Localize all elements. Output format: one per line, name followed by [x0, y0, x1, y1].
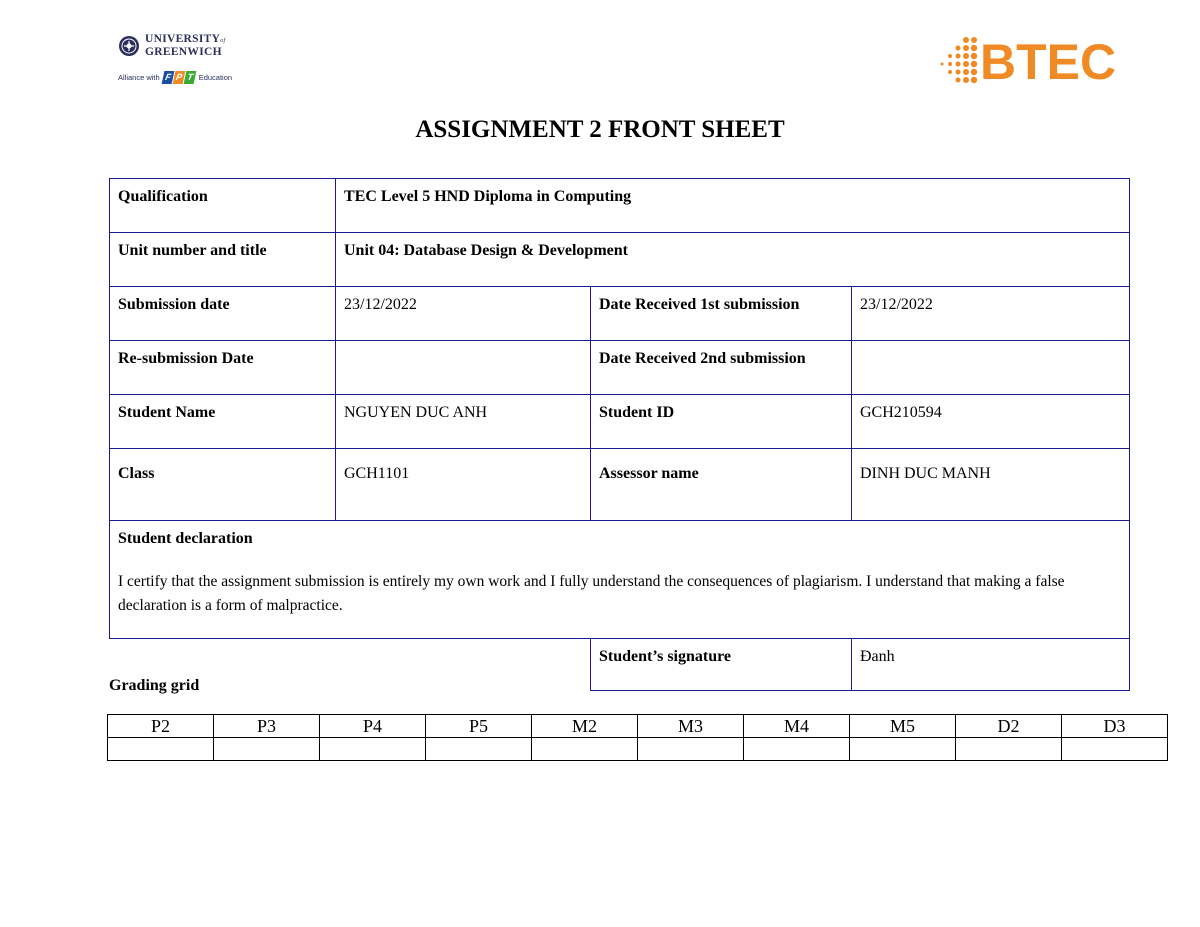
fpt-letter-t: T: [183, 71, 196, 84]
class-value: GCH1101: [336, 449, 591, 521]
grade-value-p3: [214, 738, 320, 761]
student-id-value: GCH210594: [852, 395, 1130, 449]
grade-header-m2: M2: [532, 715, 638, 738]
grading-value-row: [108, 738, 1168, 761]
education-text: Education: [198, 73, 233, 82]
qualification-label: Qualification: [110, 179, 336, 233]
university-greenwich-logo: [118, 34, 258, 96]
alliance-text: Alliance with: [118, 73, 160, 82]
fpt-letter-p: P: [172, 71, 185, 84]
resubmission-row: [110, 341, 1130, 395]
grade-header-p5: P5: [426, 715, 532, 738]
front-sheet-table: [109, 178, 1130, 691]
qualification-row: [110, 179, 1130, 233]
grade-value-p4: [320, 738, 426, 761]
qualification-value: TEC Level 5 HND Diploma in Computing: [336, 179, 1130, 233]
grade-header-p4: P4: [320, 715, 426, 738]
grade-value-p2: [108, 738, 214, 761]
unit-row: [110, 233, 1130, 287]
grade-header-m4: M4: [744, 715, 850, 738]
grade-header-m5: M5: [850, 715, 956, 738]
assessor-label: Assessor name: [591, 449, 852, 521]
grade-header-p3: P3: [214, 715, 320, 738]
declaration-title: Student declaration: [118, 530, 253, 547]
submission-date-label: Submission date: [110, 287, 336, 341]
student-name-value: NGUYEN DUC ANH: [336, 395, 591, 449]
class-label: Class: [110, 449, 336, 521]
grade-header-p2: P2: [108, 715, 214, 738]
grade-header-m3: M3: [638, 715, 744, 738]
unit-value: Unit 04: Database Design & Development: [336, 233, 1130, 287]
assessor-value: DINH DUC MANH: [852, 449, 1130, 521]
student-row: [110, 395, 1130, 449]
grade-value-d3: [1062, 738, 1168, 761]
declaration-cell: [110, 521, 1130, 639]
received-1st-label: Date Received 1st submission: [591, 287, 852, 341]
class-row: [110, 449, 1130, 521]
unit-label: Unit number and title: [110, 233, 336, 287]
grade-value-p5: [426, 738, 532, 761]
grade-header-d3: D3: [1062, 715, 1168, 738]
received-1st-value: 23/12/2022: [852, 287, 1130, 341]
page-title: ASSIGNMENT 2 FRONT SHEET: [415, 116, 785, 143]
btec-dots-icon: [936, 34, 980, 90]
logo-of-text: of: [220, 38, 226, 44]
resubmission-label: Re-submission Date: [110, 341, 336, 395]
submission-date-value: 23/12/2022: [336, 287, 591, 341]
student-id-label: Student ID: [591, 395, 852, 449]
grade-value-m4: [744, 738, 850, 761]
fpt-letter-f: F: [161, 71, 174, 84]
grading-grid-label: Grading grid: [109, 677, 200, 694]
signature-value: Đanh: [852, 639, 1130, 691]
grading-grid-table: [107, 714, 1168, 761]
grade-value-m5: [850, 738, 956, 761]
grading-header-row: [108, 715, 1168, 738]
resubmission-value: [336, 341, 591, 395]
grade-header-d2: D2: [956, 715, 1062, 738]
logo-greenwich-text: GREENWICH: [145, 46, 222, 58]
university-crest-icon: [118, 35, 140, 57]
grade-value-m3: [638, 738, 744, 761]
grade-value-m2: [532, 738, 638, 761]
signature-row: [110, 639, 1130, 691]
btec-logo-text: BTEC: [980, 34, 1117, 90]
student-name-label: Student Name: [110, 395, 336, 449]
declaration-text: I certify that the assignment submission is entirely my own work and I fully understand the consequences of plagiarism. I understand that making a false declaration is a form of malpractice.: [118, 573, 1065, 614]
submission-row: [110, 287, 1130, 341]
received-2nd-value: [852, 341, 1130, 395]
logo-university-text: UNIVERSITY: [145, 33, 221, 45]
declaration-row: [110, 521, 1130, 639]
received-2nd-label: Date Received 2nd submission: [591, 341, 852, 395]
fpt-logo: [163, 71, 196, 84]
grade-value-d2: [956, 738, 1062, 761]
signature-label: Student’s signature: [591, 639, 852, 691]
btec-logo: [936, 30, 1122, 94]
